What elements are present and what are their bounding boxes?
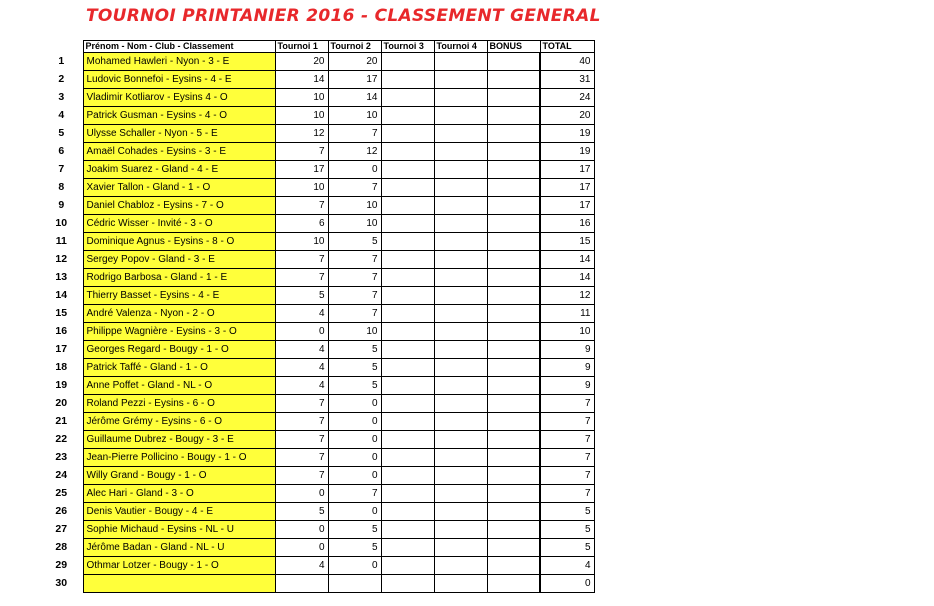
total-cell[interactable]: 7 bbox=[540, 449, 594, 467]
rank-cell[interactable]: 23 bbox=[55, 451, 68, 463]
rank-cell[interactable]: 10 bbox=[55, 217, 68, 229]
rank-cell[interactable]: 30 bbox=[55, 577, 68, 589]
rank-cell[interactable]: 29 bbox=[55, 559, 68, 571]
table-row bbox=[40, 341, 594, 359]
total-cell[interactable]: 17 bbox=[540, 179, 594, 197]
tournoi4-cell[interactable] bbox=[434, 179, 487, 197]
tournoi2-cell[interactable]: 7 bbox=[328, 287, 381, 305]
bonus-cell[interactable] bbox=[487, 89, 540, 107]
tournoi4-cell[interactable] bbox=[434, 287, 487, 305]
table-row bbox=[40, 539, 594, 557]
player-name-cell[interactable]: Jérôme Badan - Gland - NL - U bbox=[83, 539, 275, 557]
tournoi1-cell[interactable]: 7 bbox=[275, 197, 328, 215]
tournoi3-cell[interactable] bbox=[381, 143, 434, 161]
table-row bbox=[40, 395, 594, 413]
tournoi4-cell[interactable] bbox=[434, 521, 487, 539]
tournoi4-cell[interactable] bbox=[434, 143, 487, 161]
player-name-cell[interactable]: Ulysse Schaller - Nyon - 5 - E bbox=[83, 125, 275, 143]
bonus-cell[interactable] bbox=[487, 341, 540, 359]
tournoi2-cell[interactable]: 14 bbox=[328, 89, 381, 107]
tournoi2-cell[interactable]: 17 bbox=[328, 71, 381, 89]
total-cell[interactable]: 24 bbox=[540, 89, 594, 107]
player-name-cell[interactable]: Anne Poffet - Gland - NL - O bbox=[83, 377, 275, 395]
table-row bbox=[40, 161, 594, 179]
bonus-cell[interactable] bbox=[487, 287, 540, 305]
rank-cell[interactable]: 21 bbox=[55, 415, 68, 427]
bonus-cell[interactable] bbox=[487, 467, 540, 485]
tournoi1-cell[interactable]: 7 bbox=[275, 431, 328, 449]
tournoi2-cell[interactable]: 0 bbox=[328, 413, 381, 431]
tournoi2-cell[interactable]: 7 bbox=[328, 251, 381, 269]
tournoi2-cell[interactable]: 0 bbox=[328, 161, 381, 179]
tournoi2-cell[interactable] bbox=[328, 575, 381, 593]
table-row bbox=[40, 485, 594, 503]
total-cell[interactable]: 4 bbox=[540, 557, 594, 575]
rank-cell[interactable]: 28 bbox=[55, 541, 68, 553]
bonus-header: BONUS bbox=[487, 41, 540, 53]
player-name-cell[interactable]: Xavier Tallon - Gland - 1 - O bbox=[83, 179, 275, 197]
tournoi3-cell[interactable] bbox=[381, 485, 434, 503]
table-row bbox=[40, 251, 594, 269]
tournoi1-cell[interactable]: 7 bbox=[275, 143, 328, 161]
bonus-cell[interactable] bbox=[487, 503, 540, 521]
tournoi1-cell[interactable]: 17 bbox=[275, 161, 328, 179]
player-name-cell[interactable]: Ludovic Bonnefoi - Eysins - 4 - E bbox=[83, 71, 275, 89]
table-row bbox=[40, 215, 594, 233]
tournoi2-cell[interactable]: 5 bbox=[328, 359, 381, 377]
tournoi1-cell[interactable] bbox=[275, 575, 328, 593]
total-cell[interactable]: 5 bbox=[540, 521, 594, 539]
tournoi1-cell[interactable]: 5 bbox=[275, 287, 328, 305]
rank-cell[interactable]: 7 bbox=[58, 163, 65, 175]
tournoi2-cell[interactable]: 0 bbox=[328, 449, 381, 467]
bonus-cell[interactable] bbox=[487, 521, 540, 539]
rank-cell[interactable]: 20 bbox=[55, 397, 68, 409]
total-cell[interactable]: 16 bbox=[540, 215, 594, 233]
bonus-cell[interactable] bbox=[487, 251, 540, 269]
tournoi4-cell[interactable] bbox=[434, 215, 487, 233]
total-cell[interactable]: 40 bbox=[540, 53, 594, 71]
tournoi3-header: Tournoi 3 bbox=[381, 41, 434, 53]
player-name-cell[interactable]: André Valenza - Nyon - 2 - O bbox=[83, 305, 275, 323]
total-cell[interactable]: 5 bbox=[540, 503, 594, 521]
tournoi1-cell[interactable]: 4 bbox=[275, 341, 328, 359]
table-row bbox=[40, 503, 594, 521]
tournoi3-cell[interactable] bbox=[381, 323, 434, 341]
tournoi1-cell[interactable]: 7 bbox=[275, 251, 328, 269]
tournoi4-cell[interactable] bbox=[434, 539, 487, 557]
tournoi1-cell[interactable]: 0 bbox=[275, 485, 328, 503]
tournoi3-cell[interactable] bbox=[381, 341, 434, 359]
total-cell[interactable]: 10 bbox=[540, 323, 594, 341]
tournoi1-cell[interactable]: 20 bbox=[275, 53, 328, 71]
tournoi4-cell[interactable] bbox=[434, 467, 487, 485]
header-row bbox=[40, 41, 594, 53]
tournoi3-cell[interactable] bbox=[381, 251, 434, 269]
bonus-cell[interactable] bbox=[487, 269, 540, 287]
tournoi2-cell[interactable]: 10 bbox=[328, 215, 381, 233]
tournoi3-cell[interactable] bbox=[381, 431, 434, 449]
rank-cell[interactable]: 12 bbox=[55, 253, 68, 265]
table-row bbox=[40, 125, 594, 143]
rank-cell[interactable]: 9 bbox=[58, 199, 65, 211]
tournoi3-cell[interactable] bbox=[381, 539, 434, 557]
tournoi3-cell[interactable] bbox=[381, 305, 434, 323]
rank-cell[interactable]: 25 bbox=[55, 487, 68, 499]
tournoi3-cell[interactable] bbox=[381, 125, 434, 143]
bonus-cell[interactable] bbox=[487, 485, 540, 503]
table-row bbox=[40, 287, 594, 305]
tournoi3-cell[interactable] bbox=[381, 179, 434, 197]
table-row bbox=[40, 377, 594, 395]
player-name-cell[interactable]: Jean-Pierre Pollicino - Bougy - 1 - O bbox=[83, 449, 275, 467]
tournoi3-cell[interactable] bbox=[381, 215, 434, 233]
player-name-cell[interactable]: Mohamed Hawleri - Nyon - 3 - E bbox=[83, 53, 275, 71]
rank-cell[interactable]: 1 bbox=[58, 55, 65, 67]
total-cell[interactable]: 14 bbox=[540, 269, 594, 287]
tournoi4-cell[interactable] bbox=[434, 485, 487, 503]
tournoi2-cell[interactable]: 5 bbox=[328, 233, 381, 251]
tournoi4-cell[interactable] bbox=[434, 197, 487, 215]
rank-cell[interactable]: 13 bbox=[55, 271, 68, 283]
player-name-cell[interactable]: Rodrigo Barbosa - Gland - 1 - E bbox=[83, 269, 275, 287]
tournoi3-cell[interactable] bbox=[381, 503, 434, 521]
player-name-cell[interactable]: Sophie Michaud - Eysins - NL - U bbox=[83, 521, 275, 539]
total-cell[interactable]: 9 bbox=[540, 377, 594, 395]
tournoi4-cell[interactable] bbox=[434, 251, 487, 269]
bonus-cell[interactable] bbox=[487, 557, 540, 575]
tournoi3-cell[interactable] bbox=[381, 377, 434, 395]
tournoi2-cell[interactable]: 7 bbox=[328, 305, 381, 323]
tournoi1-cell[interactable]: 5 bbox=[275, 503, 328, 521]
total-cell[interactable]: 19 bbox=[540, 125, 594, 143]
rank-cell[interactable]: 14 bbox=[55, 289, 68, 301]
player-name-cell[interactable]: Patrick Taffé - Gland - 1 - O bbox=[83, 359, 275, 377]
tournoi4-cell[interactable] bbox=[434, 161, 487, 179]
rank-cell[interactable]: 11 bbox=[55, 235, 67, 247]
table-row bbox=[40, 197, 594, 215]
rank-cell[interactable]: 22 bbox=[55, 433, 68, 445]
tournoi2-cell[interactable]: 10 bbox=[328, 197, 381, 215]
bonus-cell[interactable] bbox=[487, 143, 540, 161]
player-name-cell[interactable]: Roland Pezzi - Eysins - 6 - O bbox=[83, 395, 275, 413]
table-row bbox=[40, 107, 594, 125]
tournoi3-cell[interactable] bbox=[381, 449, 434, 467]
tournoi1-cell[interactable]: 7 bbox=[275, 467, 328, 485]
tournoi3-cell[interactable] bbox=[381, 467, 434, 485]
rank-cell[interactable]: 8 bbox=[58, 181, 65, 193]
tournoi2-cell[interactable]: 5 bbox=[328, 539, 381, 557]
total-cell[interactable]: 12 bbox=[540, 287, 594, 305]
player-name-cell[interactable]: Vladimir Kotliarov - Eysins 4 - O bbox=[83, 89, 275, 107]
tournoi2-cell[interactable]: 7 bbox=[328, 269, 381, 287]
tournoi4-cell[interactable] bbox=[434, 359, 487, 377]
tournoi4-cell[interactable] bbox=[434, 431, 487, 449]
player-name-cell[interactable]: Guillaume Dubrez - Bougy - 3 - E bbox=[83, 431, 275, 449]
tournoi3-cell[interactable] bbox=[381, 269, 434, 287]
tournoi4-cell[interactable] bbox=[434, 125, 487, 143]
tournoi1-cell[interactable]: 4 bbox=[275, 305, 328, 323]
tournoi1-cell[interactable]: 4 bbox=[275, 377, 328, 395]
tournoi1-cell[interactable]: 4 bbox=[275, 557, 328, 575]
tournoi4-cell[interactable] bbox=[434, 233, 487, 251]
tournoi1-cell[interactable]: 0 bbox=[275, 521, 328, 539]
bonus-cell[interactable] bbox=[487, 575, 540, 593]
tournoi3-cell[interactable] bbox=[381, 575, 434, 593]
bonus-cell[interactable] bbox=[487, 431, 540, 449]
tournoi4-cell[interactable] bbox=[434, 395, 487, 413]
tournoi2-cell[interactable]: 0 bbox=[328, 557, 381, 575]
player-name-cell[interactable]: Willy Grand - Bougy - 1 - O bbox=[83, 467, 275, 485]
name-header: Prénom - Nom - Club - Classement bbox=[83, 41, 275, 53]
tournoi1-cell[interactable]: 6 bbox=[275, 215, 328, 233]
total-cell[interactable]: 0 bbox=[540, 575, 594, 593]
tournoi2-cell[interactable]: 7 bbox=[328, 125, 381, 143]
tournoi1-cell[interactable]: 10 bbox=[275, 89, 328, 107]
tournoi1-cell[interactable]: 10 bbox=[275, 107, 328, 125]
total-cell[interactable]: 11 bbox=[540, 305, 594, 323]
table-row bbox=[40, 179, 594, 197]
rank-cell[interactable]: 24 bbox=[55, 469, 68, 481]
player-name-cell[interactable]: Patrick Gusman - Eysins - 4 - O bbox=[83, 107, 275, 125]
player-name-cell[interactable]: Philippe Wagnière - Eysins - 3 - O bbox=[83, 323, 275, 341]
tournoi4-cell[interactable] bbox=[434, 71, 487, 89]
tournoi1-cell[interactable]: 14 bbox=[275, 71, 328, 89]
player-name-cell[interactable]: Jérôme Grémy - Eysins - 6 - O bbox=[83, 413, 275, 431]
standings-table bbox=[40, 40, 595, 593]
bonus-cell[interactable] bbox=[487, 377, 540, 395]
tournoi3-cell[interactable] bbox=[381, 287, 434, 305]
total-cell[interactable]: 9 bbox=[540, 341, 594, 359]
player-name-cell[interactable]: Cédric Wisser - Invité - 3 - O bbox=[83, 215, 275, 233]
player-name-cell[interactable]: Thierry Basset - Eysins - 4 - E bbox=[83, 287, 275, 305]
table-row bbox=[40, 143, 594, 161]
page-title: TOURNOI PRINTANIER 2016 - CLASSEMENT GENERAL bbox=[86, 6, 601, 26]
rank-cell[interactable]: 26 bbox=[55, 505, 68, 517]
tournoi4-cell[interactable] bbox=[434, 107, 487, 125]
table-row bbox=[40, 305, 594, 323]
total-cell[interactable]: 17 bbox=[540, 161, 594, 179]
tournoi3-cell[interactable] bbox=[381, 197, 434, 215]
tournoi2-cell[interactable]: 5 bbox=[328, 341, 381, 359]
total-cell[interactable]: 7 bbox=[540, 431, 594, 449]
player-name-cell[interactable]: Dominique Agnus - Eysins - 8 - O bbox=[83, 233, 275, 251]
tournoi3-cell[interactable] bbox=[381, 161, 434, 179]
rank-cell[interactable]: 6 bbox=[58, 145, 65, 157]
table-row bbox=[40, 467, 594, 485]
player-name-cell[interactable]: Joakim Suarez - Gland - 4 - E bbox=[83, 161, 275, 179]
total-cell[interactable]: 5 bbox=[540, 539, 594, 557]
tournoi4-cell[interactable] bbox=[434, 503, 487, 521]
total-cell[interactable]: 7 bbox=[540, 395, 594, 413]
total-cell[interactable]: 15 bbox=[540, 233, 594, 251]
tournoi1-cell[interactable]: 7 bbox=[275, 269, 328, 287]
player-name-cell[interactable]: Daniel Chabloz - Eysins - 7 - O bbox=[83, 197, 275, 215]
tournoi4-cell[interactable] bbox=[434, 53, 487, 71]
table-row bbox=[40, 323, 594, 341]
rank-cell[interactable]: 3 bbox=[58, 91, 65, 103]
total-cell[interactable]: 7 bbox=[540, 413, 594, 431]
tournoi4-cell[interactable] bbox=[434, 89, 487, 107]
tournoi4-cell[interactable] bbox=[434, 413, 487, 431]
table-row bbox=[40, 413, 594, 431]
tournoi2-header: Tournoi 2 bbox=[328, 41, 381, 53]
total-cell[interactable]: 20 bbox=[540, 107, 594, 125]
tournoi4-cell[interactable] bbox=[434, 449, 487, 467]
tournoi3-cell[interactable] bbox=[381, 521, 434, 539]
rank-cell[interactable]: 2 bbox=[58, 73, 65, 85]
player-name-cell[interactable]: Alec Hari - Gland - 3 - O bbox=[83, 485, 275, 503]
bonus-cell[interactable] bbox=[487, 215, 540, 233]
tournoi2-cell[interactable]: 0 bbox=[328, 503, 381, 521]
bonus-cell[interactable] bbox=[487, 359, 540, 377]
tournoi4-header: Tournoi 4 bbox=[434, 41, 487, 53]
table-row bbox=[40, 449, 594, 467]
tournoi4-cell[interactable] bbox=[434, 557, 487, 575]
table-row bbox=[40, 269, 594, 287]
bonus-cell[interactable] bbox=[487, 413, 540, 431]
bonus-cell[interactable] bbox=[487, 323, 540, 341]
tournoi1-cell[interactable]: 4 bbox=[275, 359, 328, 377]
rank-cell[interactable]: 15 bbox=[55, 307, 68, 319]
tournoi3-cell[interactable] bbox=[381, 413, 434, 431]
rank-cell[interactable]: 19 bbox=[55, 379, 68, 391]
total-cell[interactable]: 7 bbox=[540, 467, 594, 485]
tournoi1-cell[interactable]: 10 bbox=[275, 179, 328, 197]
tournoi4-cell[interactable] bbox=[434, 377, 487, 395]
tournoi2-cell[interactable]: 7 bbox=[328, 179, 381, 197]
table-row bbox=[40, 431, 594, 449]
rank-cell[interactable]: 18 bbox=[55, 361, 68, 373]
total-cell[interactable]: 17 bbox=[540, 197, 594, 215]
tournoi4-cell[interactable] bbox=[434, 341, 487, 359]
tournoi1-header: Tournoi 1 bbox=[275, 41, 328, 53]
tournoi2-cell[interactable]: 0 bbox=[328, 467, 381, 485]
total-cell[interactable]: 7 bbox=[540, 485, 594, 503]
player-name-cell[interactable]: Sergey Popov - Gland - 3 - E bbox=[83, 251, 275, 269]
tournoi2-cell[interactable]: 5 bbox=[328, 377, 381, 395]
tournoi4-cell[interactable] bbox=[434, 305, 487, 323]
tournoi1-cell[interactable]: 12 bbox=[275, 125, 328, 143]
tournoi3-cell[interactable] bbox=[381, 89, 434, 107]
tournoi3-cell[interactable] bbox=[381, 53, 434, 71]
tournoi2-cell[interactable]: 5 bbox=[328, 521, 381, 539]
bonus-cell[interactable] bbox=[487, 125, 540, 143]
table-row bbox=[40, 359, 594, 377]
bonus-cell[interactable] bbox=[487, 71, 540, 89]
tournoi1-cell[interactable]: 7 bbox=[275, 395, 328, 413]
rank-cell[interactable]: 5 bbox=[58, 127, 65, 139]
tournoi2-cell[interactable]: 7 bbox=[328, 485, 381, 503]
rank-cell[interactable]: 27 bbox=[55, 523, 68, 535]
tournoi3-cell[interactable] bbox=[381, 359, 434, 377]
total-header: TOTAL bbox=[540, 41, 594, 53]
bonus-cell[interactable] bbox=[487, 449, 540, 467]
table-row bbox=[40, 557, 594, 575]
table-row bbox=[40, 233, 594, 251]
tournoi3-cell[interactable] bbox=[381, 395, 434, 413]
rank-cell[interactable]: 16 bbox=[55, 325, 68, 337]
tournoi2-cell[interactable]: 10 bbox=[328, 107, 381, 125]
bonus-cell[interactable] bbox=[487, 395, 540, 413]
player-name-cell[interactable] bbox=[83, 575, 275, 593]
player-name-cell[interactable]: Denis Vautier - Bougy - 4 - E bbox=[83, 503, 275, 521]
tournoi2-cell[interactable]: 20 bbox=[328, 53, 381, 71]
table-row bbox=[40, 53, 594, 71]
rank-header bbox=[40, 41, 83, 53]
tournoi3-cell[interactable] bbox=[381, 71, 434, 89]
tournoi3-cell[interactable] bbox=[381, 233, 434, 251]
bonus-cell[interactable] bbox=[487, 161, 540, 179]
total-cell[interactable]: 9 bbox=[540, 359, 594, 377]
player-name-cell[interactable]: Amaël Cohades - Eysins - 3 - E bbox=[83, 143, 275, 161]
bonus-cell[interactable] bbox=[487, 305, 540, 323]
rank-cell[interactable]: 17 bbox=[55, 343, 68, 355]
tournoi2-cell[interactable]: 10 bbox=[328, 323, 381, 341]
tournoi4-cell[interactable] bbox=[434, 575, 487, 593]
table-row bbox=[40, 575, 594, 593]
tournoi2-cell[interactable]: 12 bbox=[328, 143, 381, 161]
player-name-cell[interactable]: Othmar Lotzer - Bougy - 1 - O bbox=[83, 557, 275, 575]
tournoi3-cell[interactable] bbox=[381, 107, 434, 125]
rank-cell[interactable]: 4 bbox=[58, 109, 65, 121]
tournoi3-cell[interactable] bbox=[381, 557, 434, 575]
bonus-cell[interactable] bbox=[487, 179, 540, 197]
tournoi4-cell[interactable] bbox=[434, 323, 487, 341]
tournoi1-cell[interactable]: 0 bbox=[275, 539, 328, 557]
player-name-cell[interactable]: Georges Regard - Bougy - 1 - O bbox=[83, 341, 275, 359]
tournoi4-cell[interactable] bbox=[434, 269, 487, 287]
table-row bbox=[40, 71, 594, 89]
bonus-cell[interactable] bbox=[487, 539, 540, 557]
table-row bbox=[40, 521, 594, 539]
tournoi1-cell[interactable]: 7 bbox=[275, 413, 328, 431]
table-row bbox=[40, 89, 594, 107]
tournoi1-cell[interactable]: 7 bbox=[275, 449, 328, 467]
total-cell[interactable]: 31 bbox=[540, 71, 594, 89]
tournoi1-cell[interactable]: 0 bbox=[275, 323, 328, 341]
total-cell[interactable]: 19 bbox=[540, 143, 594, 161]
tournoi1-cell[interactable]: 10 bbox=[275, 233, 328, 251]
tournoi2-cell[interactable]: 0 bbox=[328, 431, 381, 449]
bonus-cell[interactable] bbox=[487, 107, 540, 125]
bonus-cell[interactable] bbox=[487, 233, 540, 251]
bonus-cell[interactable] bbox=[487, 197, 540, 215]
tournoi2-cell[interactable]: 0 bbox=[328, 395, 381, 413]
bonus-cell[interactable] bbox=[487, 53, 540, 71]
total-cell[interactable]: 14 bbox=[540, 251, 594, 269]
